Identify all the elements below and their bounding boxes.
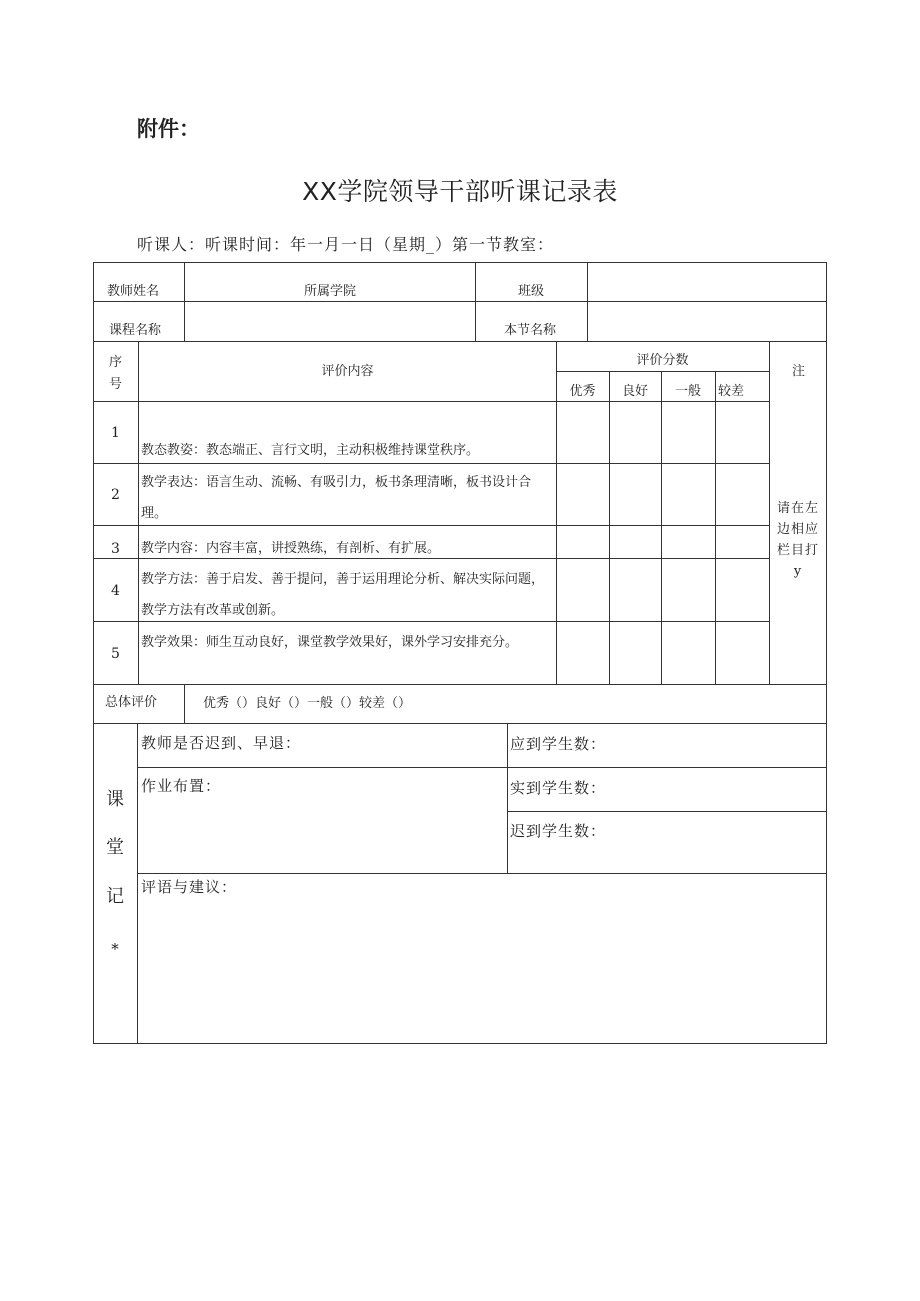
row-divider	[93, 341, 827, 342]
row-divider	[93, 301, 827, 302]
item-number: 3	[111, 541, 120, 557]
record-side-char: 课	[106, 789, 124, 810]
item-text: 教学方法：善于启发、善于提问，善于运用理论分析、解决实际问题，教学方法有改革或创新。	[141, 572, 545, 618]
table-border-bottom	[93, 1043, 827, 1044]
score-header: 评价分数	[636, 353, 689, 368]
teacher-name-label: 教师姓名	[107, 284, 160, 299]
record-form-table	[93, 262, 827, 1044]
overall-label: 总体评价	[105, 695, 158, 710]
late-early-label: 教师是否迟到、早退：	[141, 734, 302, 752]
item-number: 5	[111, 646, 120, 662]
content-header: 评价内容	[321, 364, 374, 379]
record-side-char: 堂	[106, 837, 124, 858]
col-divider	[661, 371, 662, 684]
grade-poor: 较差	[718, 384, 745, 399]
row-divider	[93, 463, 770, 464]
score-header-divider	[556, 371, 769, 372]
col-divider	[475, 262, 476, 342]
section-name-label: 本节名称	[504, 323, 557, 338]
comments-label: 评语与建议：	[141, 878, 238, 896]
table-border-top	[93, 262, 827, 263]
seq-label: 号	[108, 377, 122, 392]
col-divider	[137, 723, 138, 1044]
row-divider	[137, 873, 827, 874]
page-title: XX学院领导干部听课记录表	[302, 177, 618, 206]
expected-students-label: 应到学生数：	[510, 735, 607, 753]
row-divider	[137, 767, 827, 768]
overall-options: 优秀（）良好（）一般（）较差（）	[203, 696, 412, 711]
row-divider	[507, 811, 827, 812]
homework-label: 作业布置：	[141, 777, 222, 795]
item-text: 教态教姿：教态端正、言行文明，主动积极维持课堂秩序。	[141, 443, 480, 458]
observer-info-line: 听课人：听课时间：年一月一日（星期_）第一节教室：	[137, 235, 555, 254]
item-number: 1	[111, 425, 120, 441]
attachment-label: 附件：	[137, 117, 200, 141]
grade-average: 一般	[674, 384, 701, 399]
record-side-char: *	[111, 940, 119, 958]
college-label: 所属学院	[303, 284, 356, 299]
class-label: 班级	[518, 284, 545, 299]
row-divider	[93, 723, 827, 724]
actual-students-label: 实到学生数：	[510, 779, 607, 797]
row-divider	[93, 684, 827, 685]
grade-good: 良好	[621, 384, 648, 399]
row-divider	[93, 558, 770, 559]
col-divider	[609, 371, 610, 684]
grade-excellent: 优秀	[569, 384, 596, 399]
col-divider	[184, 684, 185, 724]
item-number: 4	[111, 583, 120, 599]
seq-label: 序	[108, 355, 122, 370]
col-divider	[715, 371, 716, 684]
note-instruction: 请在左边相应栏目打y	[776, 501, 819, 579]
course-name-label: 课程名称	[109, 323, 162, 338]
late-students-label: 迟到学生数：	[510, 822, 607, 840]
col-divider	[587, 262, 588, 342]
col-divider	[769, 341, 770, 684]
col-divider	[184, 262, 185, 342]
item-text: 教学表达：语言生动、流畅、有吸引力，板书条理清晰，板书设计合理。	[141, 475, 532, 521]
col-divider	[507, 723, 508, 874]
col-divider	[138, 341, 139, 684]
table-border-right	[826, 262, 827, 1044]
item-text: 教学效果：师生互动良好，课堂教学效果好，课外学习安排充分。	[141, 635, 519, 650]
note-header: 注	[791, 364, 805, 379]
item-text: 教学内容：内容丰富，讲授熟练，有剖析、有扩展。	[141, 541, 441, 556]
item-number: 2	[111, 487, 120, 503]
record-side-char: 记	[106, 886, 124, 907]
row-divider	[93, 401, 770, 402]
